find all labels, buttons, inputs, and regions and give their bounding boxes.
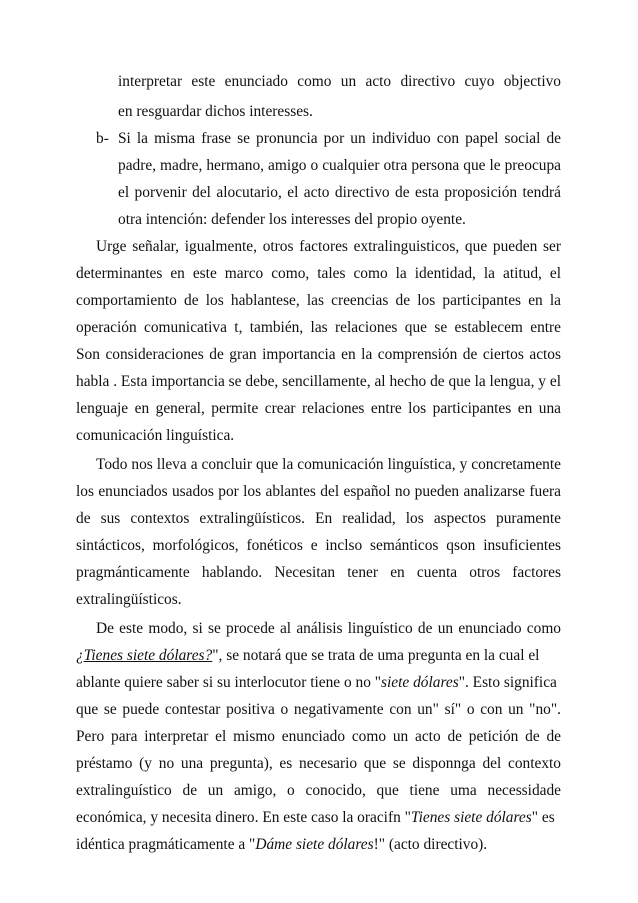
list-item-b-line-2: padre, madre, hermano, amigo o cualquier otra persona que le preocupa — [118, 157, 561, 174]
paragraph-3-line-9-pre: idéntica pragmáticamente a " — [76, 836, 256, 853]
list-item-b-line-1: Si la misma frase se pronuncia por un individuo con papel social de — [118, 130, 561, 147]
example-question: ¿Tienes siete dólares? — [76, 647, 213, 664]
paragraph-2-line-6: extralingüísticos. — [76, 591, 182, 608]
paragraph-3-line-2 — [76, 647, 561, 665]
paragraph-3-line-8-post: " es — [531, 809, 555, 826]
paragraph-3-line-9-post: !" (acto directivo). — [373, 836, 488, 853]
paragraph-1-line-4: operación comunicativa t, también, las relaciones que se establecem entre — [76, 319, 561, 336]
italic-phrase: Dáme siete dólares — [255, 836, 374, 853]
paragraph-1-line-2: determinantes en este marco como, tales como la identidad, la atitud, el — [76, 265, 561, 282]
paragraph-3-line-9 — [76, 836, 487, 854]
paragraph-1-line-3: comportamiento de los hablantese, las creencias de los participantes en la — [76, 292, 561, 309]
paragraph-2-line-1: Todo nos lleva a concluir que la comunicación linguística, y concretamente — [96, 456, 561, 473]
paragraph-3-line-3-post: ". Esto significa — [458, 674, 557, 691]
paragraph-1-line-5: Son consideraciones de gran importancia en la comprensión de ciertos actos — [76, 346, 561, 363]
list-item-b-line-3: el porvenir del alocutario, el acto directivo de esta proposición tendrá — [118, 184, 561, 201]
paragraph-2-line-4: sintácticos, morfológicos, fonéticos e inclso semánticos qson insuficientes — [76, 537, 561, 554]
italic-phrase: siete dólares — [381, 674, 459, 691]
paragraph-3-line-3-pre: ablante quiere saber si su interlocutor tiene o no " — [76, 674, 382, 691]
paragraph-1-line-7: lenguaje en general, permite crear relaciones entre los participantes en una — [76, 400, 561, 417]
list-item-b-marker: b- — [96, 130, 109, 147]
paragraph-2-line-5: pragmánticamente hablando. Necesitan tener en cuenta otros factores — [76, 564, 561, 581]
paragraph-3-line-7: extralinguístico de un amigo, o conocido, que tiene uma necessidade — [76, 782, 561, 799]
paragraph-3-line-6: préstamo (y no una pregunta), es necesario que se disponnga del contexto — [76, 755, 561, 772]
paragraph-1-line-1: Urge señalar, igualmente, otros factores extralinguisticos, que pueden ser — [96, 238, 561, 255]
paragraph-1-line-8: comunicación linguística. — [76, 427, 235, 444]
paragraph-2-line-2: los enunciados usados por los ablantes del español no pueden analizarse fuera — [76, 483, 561, 500]
paragraph-1-line-6: habla . Esta importancia se debe, sencillamente, al hecho de que la lengua, y el — [76, 373, 561, 390]
paragraph-3-line-5: Pero para interpretar el mismo enunciado como un acto de petición de de — [76, 728, 561, 745]
paragraph-3-line-2-rest: ", se notará que se trata de uma pregunta en la cual el — [212, 647, 540, 664]
list-continuation-line-1: interpretar este enunciado como un acto directivo cuyo objectivo — [118, 73, 561, 90]
paragraph-3-line-4: que se puede contestar positiva o negativamente con un" sí" o con un "no". — [76, 701, 561, 718]
paragraph-3-line-8 — [76, 809, 555, 827]
paragraph-3-line-3 — [76, 674, 557, 692]
list-continuation-line-2: en resguardar dichos interesses. — [118, 103, 313, 120]
paragraph-3-line-8-pre: económica, y necesita dinero. En este caso la oracifn " — [76, 809, 411, 826]
paragraph-2-line-3: de sus contextos extralingüísticos. En realidad, los aspectos puramente — [76, 510, 561, 527]
italic-phrase: Tienes siete dólares — [410, 809, 532, 826]
paragraph-3-line-1: De este modo, si se procede al análisis linguístico de un enunciado como — [96, 620, 561, 637]
list-item-b-line-4: otra intención: defender los interesses del propio oyente. — [118, 211, 466, 228]
